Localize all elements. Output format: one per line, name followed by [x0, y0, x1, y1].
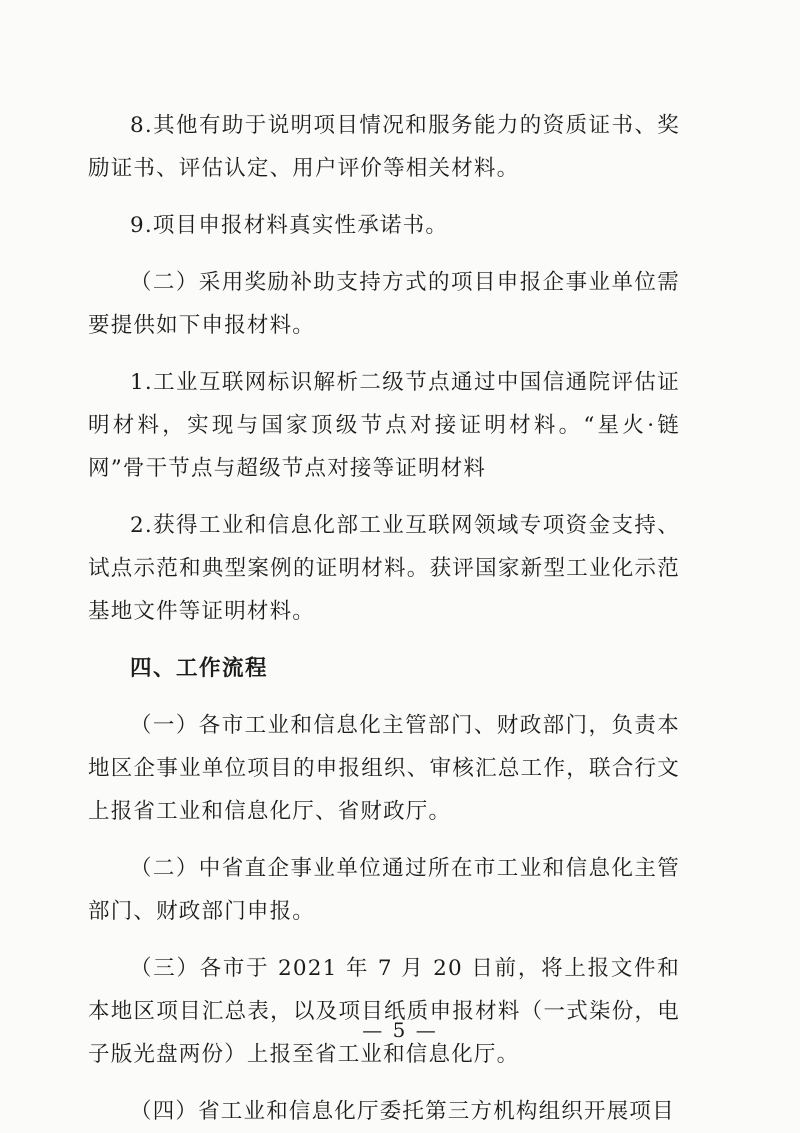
workflow-paragraph-2: （二）中省直企事业单位通过所在市工业和信息化主管部门、财政部门申报。 [88, 856, 680, 924]
workflow-paragraph-4: （四）省工业和信息化厅委托第三方机构组织开展项目 [130, 1099, 675, 1124]
section-heading-workflow: 四、工作流程 [130, 656, 269, 681]
paragraph-item-9: 9.项目申报材料真实性承诺书。 [130, 213, 449, 238]
workflow-paragraph-3: （三）各市于 2021 年 7 月 20 日前，将上报文件和本地区项目汇总表，以及项目纸质申报材料（一式柒份，电子版光盘两份）上报至省工业和信息化厅。 [88, 956, 680, 1067]
paragraph-subsection-2: （二）采用奖励补助支持方式的项目申报企事业单位需要提供如下申报材料。 [88, 270, 680, 338]
paragraph-item-8: 8.其他有助于说明项目情况和服务能力的资质证书、奖励证书、评估认定、用户评价等相关材料。 [88, 113, 680, 181]
page-body [88, 104, 680, 1133]
paragraph-sub-item-1: 1.工业互联网标识解析二级节点通过中国信通院评估证明材料，实现与国家顶级节点对接证明材料。“星火·链网”骨干节点与超级节点对接等证明材料 [88, 370, 680, 481]
page-number: — 5 — [362, 1018, 438, 1042]
paragraph-sub-item-2: 2.获得工业和信息化部工业互联网领域专项资金支持、试点示范和典型案例的证明材料。获评国家新型工业化示范基地文件等证明材料。 [88, 513, 680, 624]
workflow-paragraph-1: （一）各市工业和信息化主管部门、财政部门，负责本地区企事业单位项目的申报组织、审核汇总工作，联合行文上报省工业和信息化厅、省财政厅。 [88, 713, 680, 824]
